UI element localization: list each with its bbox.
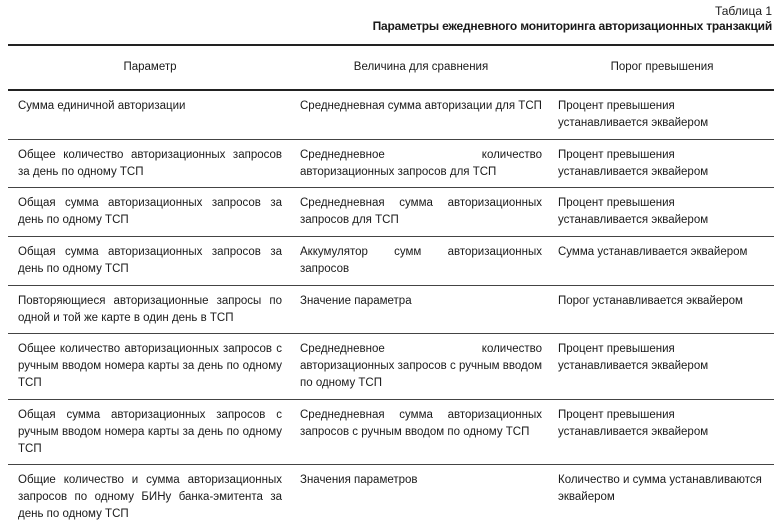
cell-comparison-value: Среднедневное количество авторизационных запросов с ручным вводом по одному ТСП: [292, 334, 550, 400]
cell-comparison-value: Среднедневное количество авторизационных запросов для ТСП: [292, 140, 550, 188]
table-row: [8, 286, 774, 334]
cell-comparison-value: Значения параметров: [292, 465, 550, 530]
table-row: [8, 188, 774, 237]
cell-threshold: Сумма устанавливается эквайером: [550, 237, 774, 286]
table-row: [8, 237, 774, 286]
table-row: [8, 90, 774, 140]
table-title: Параметры ежедневного мониторинга авторизационных транзакций: [373, 18, 772, 34]
cell-threshold: Процент превышения устанавливается эквайером: [550, 334, 774, 400]
cell-parameter: Сумма единичной авторизации: [8, 90, 292, 140]
table-number: Таблица 1: [373, 4, 772, 18]
table-row: [8, 334, 774, 400]
table-header: [8, 45, 774, 90]
cell-threshold: Процент превышения устанавливается эквайером: [550, 400, 774, 465]
table-caption: [373, 4, 772, 34]
cell-threshold: Процент превышения устанавливается эквайером: [550, 188, 774, 237]
cell-threshold: Количество и сумма устанавливаются эквайером: [550, 465, 774, 530]
header-threshold: Порог превышения: [550, 45, 774, 90]
table-row: [8, 465, 774, 530]
cell-parameter: Общая сумма авторизационных запросов за день по одному ТСП: [8, 188, 292, 237]
cell-threshold: Порог устанавливается эквайером: [550, 286, 774, 334]
cell-parameter: Повторяющиеся авторизационные запросы по одной и той же карте в один день в ТСП: [8, 286, 292, 334]
table-row: [8, 140, 774, 188]
cell-threshold: Процент превышения устанавливается эквайером: [550, 140, 774, 188]
header-row: [8, 45, 774, 90]
header-comparison-value: Величина для сравнения: [292, 45, 550, 90]
cell-parameter: Общие количество и сумма авторизационных запросов по одному БИНу банка-эмитента за день по одному ТСП: [8, 465, 292, 530]
cell-comparison-value: Аккумулятор сумм авторизационных запросов: [292, 237, 550, 286]
cell-threshold: Процент превышения устанавливается эквайером: [550, 90, 774, 140]
monitoring-parameters-table: [8, 44, 774, 530]
cell-comparison-value: Среднедневная сумма авторизационных запросов для ТСП: [292, 188, 550, 237]
cell-parameter: Общее количество авторизационных запросов с ручным вводом номера карты за день по одному ТСП: [8, 334, 292, 400]
cell-comparison-value: Значение параметра: [292, 286, 550, 334]
cell-parameter: Общее количество авторизационных запросов за день по одному ТСП: [8, 140, 292, 188]
cell-comparison-value: Среднедневная сумма авторизационных запросов с ручным вводом по одному ТСП: [292, 400, 550, 465]
cell-comparison-value: Среднедневная сумма авторизации для ТСП: [292, 90, 550, 140]
header-parameter: Параметр: [8, 45, 292, 90]
table-body: [8, 90, 774, 530]
cell-parameter: Общая сумма авторизационных запросов за день по одному ТСП: [8, 237, 292, 286]
table-row: [8, 400, 774, 465]
cell-parameter: Общая сумма авторизационных запросов с ручным вводом номера карты за день по одному ТСП: [8, 400, 292, 465]
